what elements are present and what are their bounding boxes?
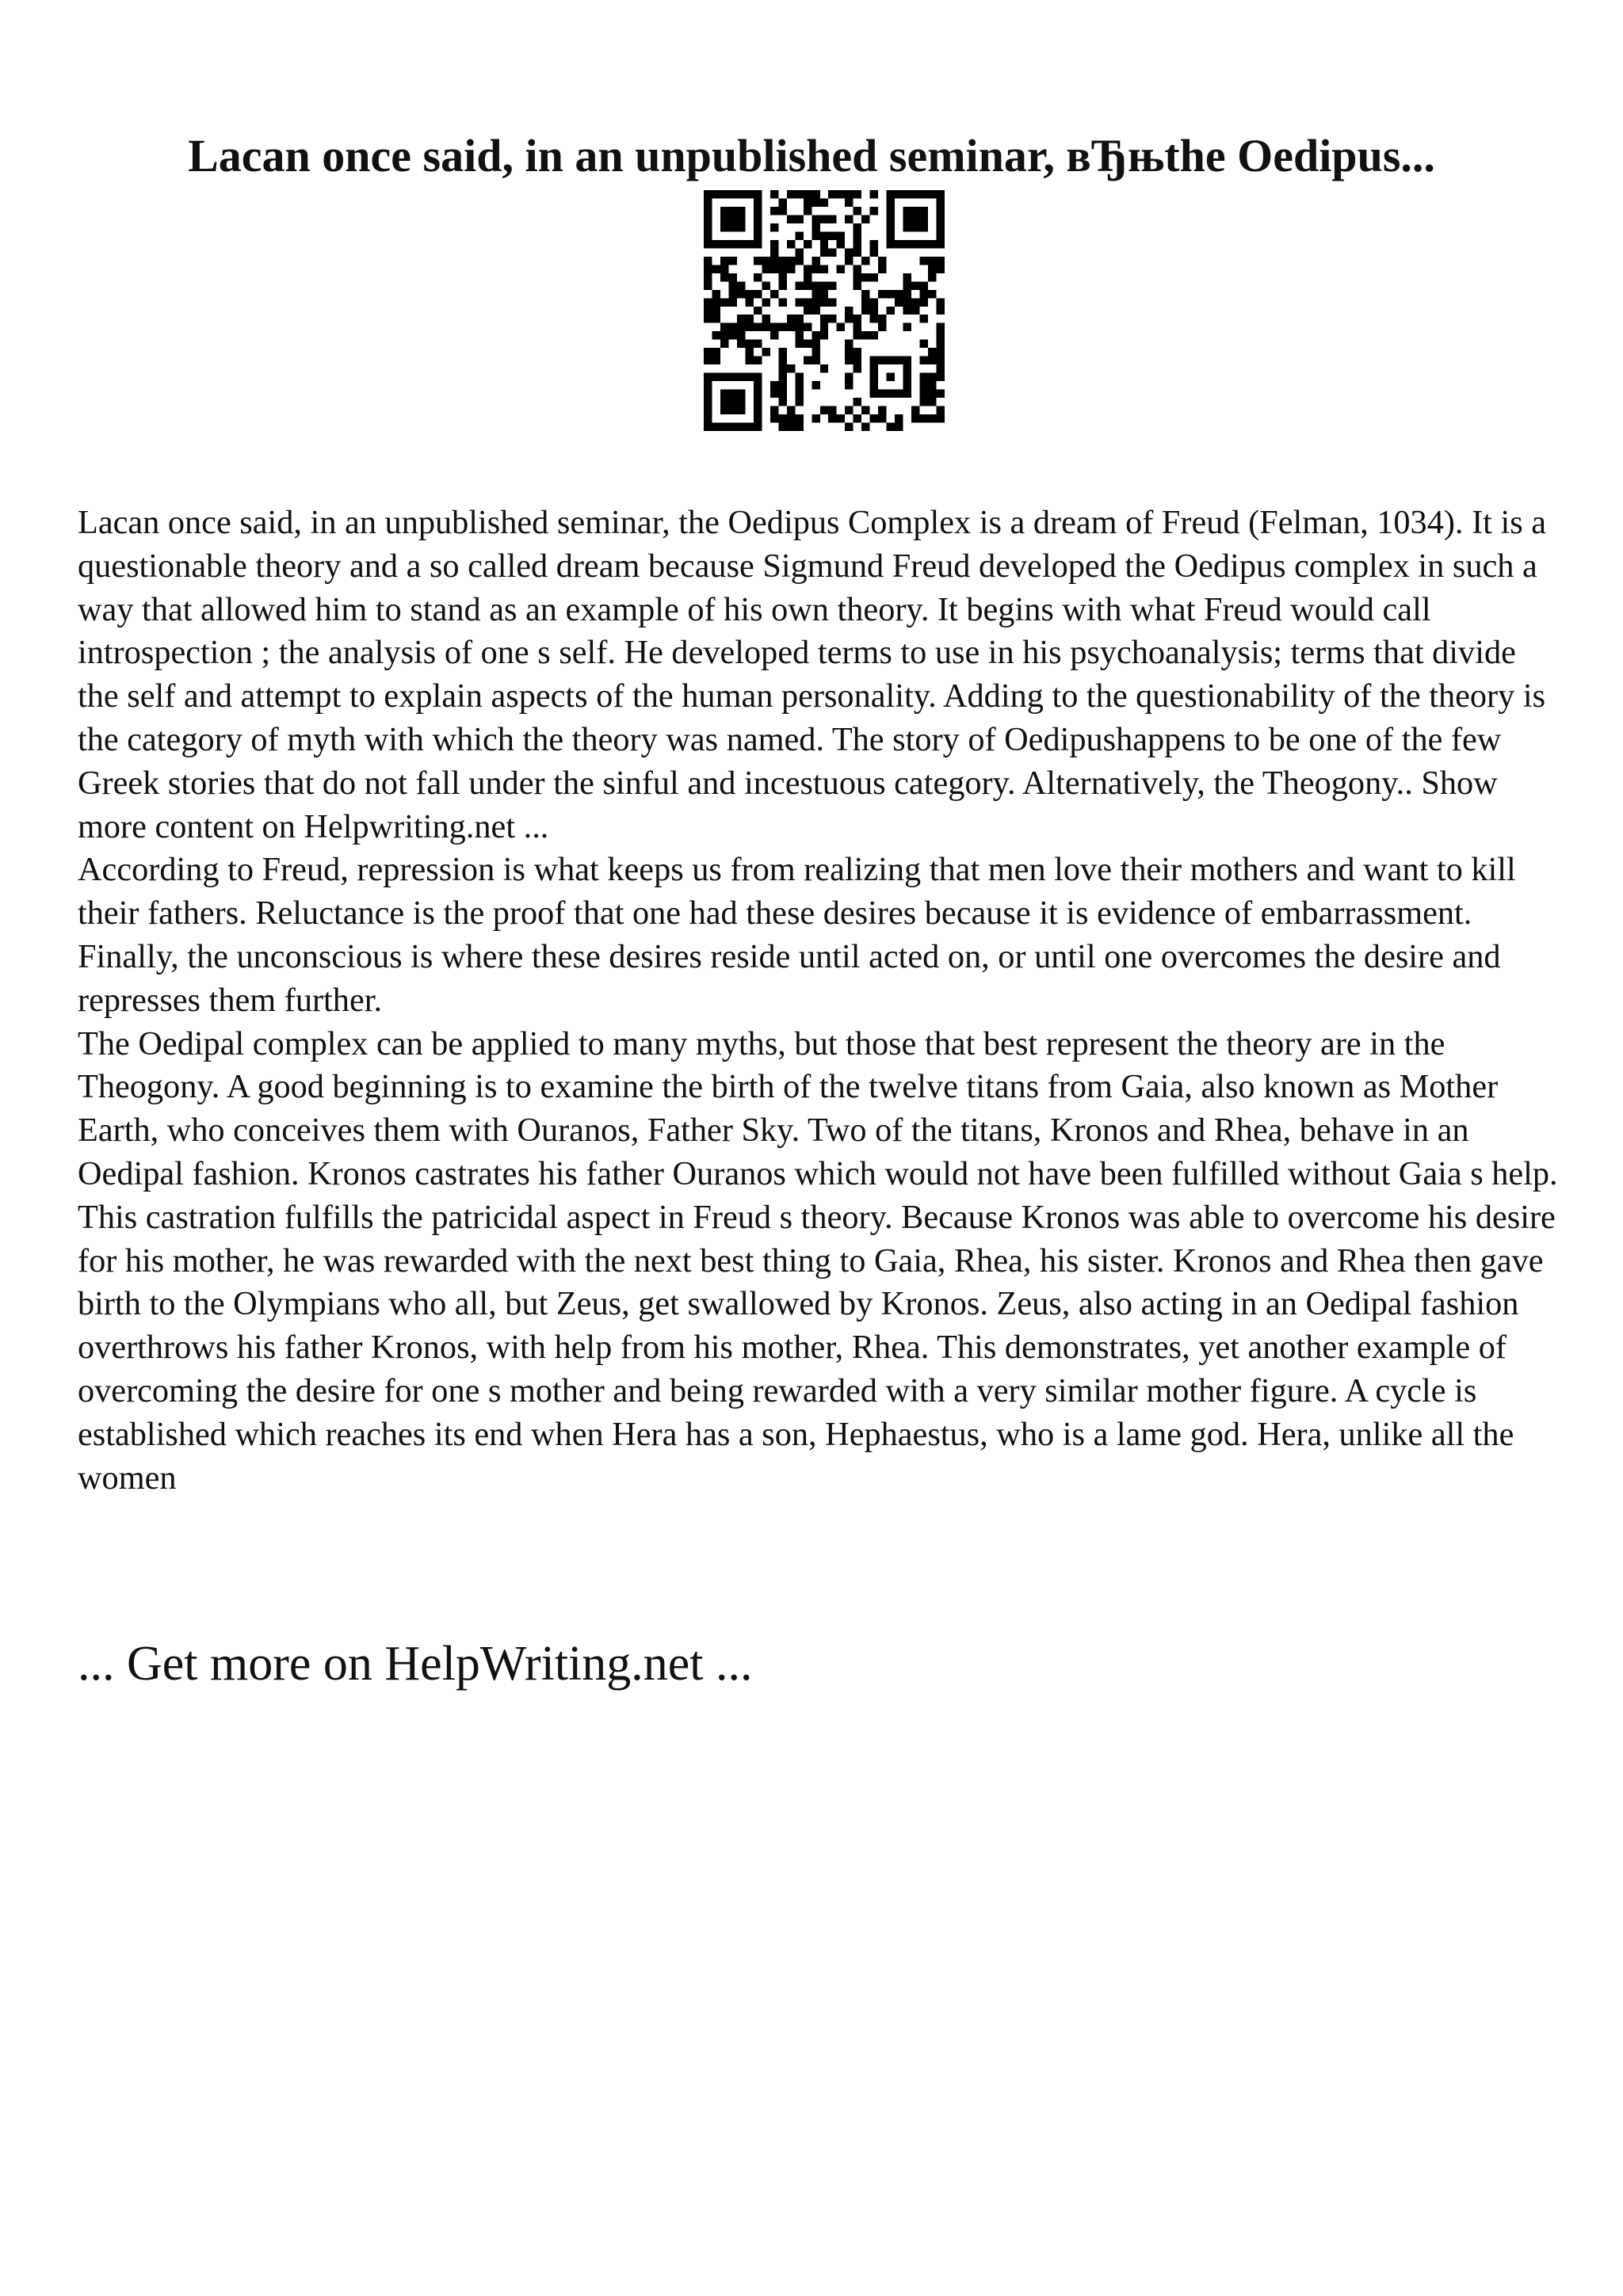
paragraph-3: The Oedipal complex can be applied to many myths, but those that best represent the theory are in the Theogony. A good beginning is to examine the birth of the twelve titans from Gaia, also known as Mother Earth, who conceives them with Ouranos, Father Sky. Two of the titans, Kronos and Rhea, behave in an Oedipal fashion. Kronos castrates his father Ouranos which would not have been fulfilled without Gaia s help. This castration fulfills the patricidal aspect in Freud s theory. Because Kronos was able to overcome his desire for his mother, he was rewarded with the next best thing to Gaia, Rhea, his sister. Kronos and Rhea then gave birth to the Olympians who all, but Zeus, get swallowed by Kronos. Zeus, also acting in an Oedipal fashion overthrows his father Kronos, with help from his mother, Rhea. This demonstrates, yet another example of overcoming the desire for one s mother and being rewarded with a very similar mother figure. A cycle is established which reaches its end when Hera has a son, Hephaestus, who is a lame god. Hera, unlike all the women xyxy=(78,1024,1558,1497)
document-title: Lacan once said, in an unpublished seminar, вЂњthe Oedipus... xyxy=(188,129,1435,181)
get-more-link[interactable]: ... Get more on HelpWriting.net ... xyxy=(78,1637,753,1691)
qr-code-icon[interactable] xyxy=(704,190,945,431)
paragraph-1: Lacan once said, in an unpublished seminar, the Oedipus Complex is a dream of Freud (Felman, 1034). It is a questionable theory and a so called dream because Sigmund Freud developed the Oedipus complex in such a way that allowed him to stand as an example of his own theory. It begins with what Freud would call introspection ; the analysis of one s self. He developed terms to use in his psychoanalysis; terms that divide the self and attempt to explain aspects of the human personality. Adding to the questionability of the theory is the category of myth with which the theory was named. The story of Oedipushappens to be one of the few Greek stories that do not fall under the sinful and incestuous category. Alternatively, the Theogony.. Show more content on Helpwriting.net ... xyxy=(78,504,1547,845)
paragraph-2: According to Freud, repression is what keeps us from realizing that men love their mothers and want to kill their fathers. Reluctance is the proof that one had these desires because it is evidence of embarrassment. Finally, the unconscious is where these desires reside until acted on, or until one overcomes the desire and represses them further. xyxy=(78,851,1516,1019)
document-body xyxy=(78,502,1560,1500)
qr-code-graphic xyxy=(704,190,945,431)
